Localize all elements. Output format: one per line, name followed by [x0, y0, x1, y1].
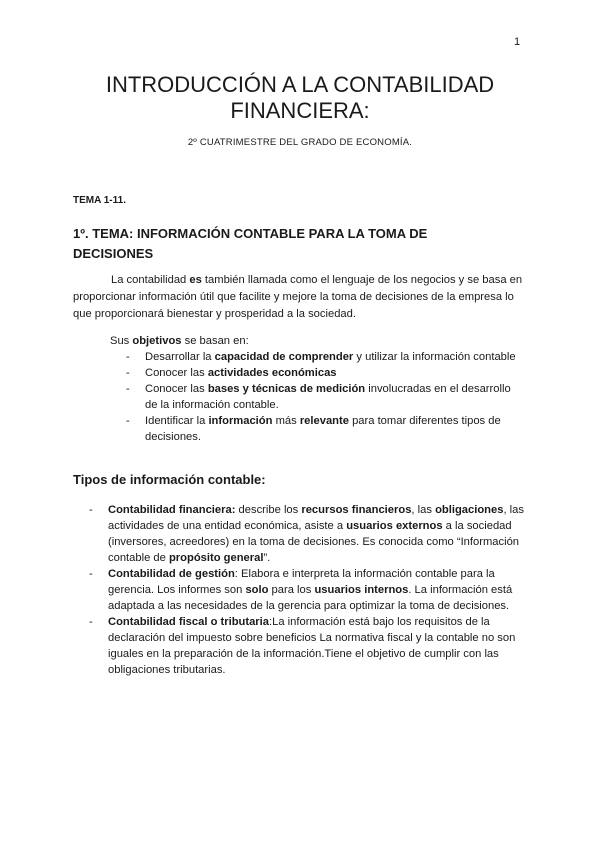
- list-dash: -: [126, 415, 130, 427]
- list-item: [89, 502, 529, 566]
- list-item: [126, 349, 526, 365]
- document-title-line1: INTRODUCCIÓN A LA CONTABILIDAD: [105, 72, 495, 97]
- document-subtitle: 2º CUATRIMESTRE DEL GRADO DE ECONOMÍA.: [187, 137, 413, 148]
- intro-bold: es: [189, 274, 202, 286]
- list-item-text: y utilizar la información contable: [353, 351, 516, 363]
- list-item-text: a la sociedad (inversores, acreedores) en la toma de decisiones. Es conocida como “Información contable de: [108, 520, 520, 564]
- list-item-text: Conocer las: [145, 383, 208, 395]
- list-item-text: involucradas en el desarrollo de la información contable.: [145, 383, 511, 411]
- objectives-lead-bold: objetivos: [132, 335, 182, 347]
- list-item-bold: capacidad de comprender: [214, 351, 354, 363]
- list-item-text: . La información está adaptada a las necesidades de la gerencia para optimizar la toma de decisiones.: [108, 584, 513, 612]
- list-item-text: :La información está bajo los requisitos de la declaración del impuesto sobre beneficios La normativa fiscal y la contable no son iguales en la preparación de la información.Tiene el objetivo de cumplir con las obligaciones tributarias.: [108, 616, 516, 676]
- intro-text: también llamada como el lenguaje de los negocios y se basa en proporcionar información útil que facilite y mejore la toma de decisiones de la empresa lo que proporcionará bienestar y prosperidad a la sociedad.: [73, 274, 523, 320]
- list-item-bold: Contabilidad fiscal o tributaria: [108, 616, 269, 628]
- objectives-list: [126, 349, 526, 445]
- intro-text: La contabilidad: [111, 274, 190, 286]
- list-item-text: más: [272, 415, 300, 427]
- list-item-text: Identificar la: [145, 415, 209, 427]
- list-item: [126, 381, 526, 413]
- list-item-bold: obligaciones: [435, 504, 504, 516]
- list-item: [126, 413, 526, 445]
- list-item-text: , las actividades de una entidad económica, asiste a: [108, 504, 524, 532]
- types-list: [89, 502, 529, 678]
- document-title-line2: FINANCIERA:: [230, 98, 370, 123]
- list-item-text: Conocer las: [145, 367, 208, 379]
- list-item-text: Desarrollar la: [145, 351, 215, 363]
- page-number: 1: [514, 36, 521, 48]
- section-heading: [73, 224, 523, 264]
- list-item-bold: información: [208, 415, 273, 427]
- list-item: [89, 566, 529, 614]
- list-dash: -: [89, 504, 93, 516]
- list-dash: -: [126, 383, 130, 395]
- list-dash: -: [89, 568, 93, 580]
- list-item-bold: propósito general: [168, 552, 264, 564]
- list-item-bold: relevante: [299, 415, 349, 427]
- list-item-text: para los: [268, 584, 315, 596]
- objectives-lead: [110, 333, 249, 349]
- list-item-text: para tomar diferentes tipos de decisiones.: [145, 415, 501, 443]
- section-heading-line1: 1º. TEMA: INFORMACIÓN CONTABLE PARA LA TOMA DE: [73, 226, 428, 241]
- list-item-bold: usuarios externos: [346, 520, 443, 532]
- list-item-bold: solo: [245, 584, 269, 596]
- list-item-text: , las: [411, 504, 436, 516]
- list-dash: -: [126, 351, 130, 363]
- list-item-bold: recursos financieros: [301, 504, 412, 516]
- list-item-bold: Contabilidad financiera:: [108, 504, 236, 516]
- list-item-text: ”.: [263, 552, 271, 564]
- list-item-text: describe los: [235, 504, 302, 516]
- list-item-bold: Contabilidad de gestión: [108, 568, 235, 580]
- list-item-bold: bases y técnicas de medición: [207, 383, 366, 395]
- types-heading: Tipos de información contable:: [73, 472, 266, 487]
- objectives-lead-text: se basan en:: [181, 335, 249, 347]
- section-heading-line2: DECISIONES: [73, 246, 154, 261]
- tema-label: TEMA 1-11.: [73, 195, 126, 206]
- document-title: [0, 72, 600, 124]
- objectives-lead-text: Sus: [110, 335, 133, 347]
- list-item-text: : Elabora e interpreta la información contable para la gerencia. Los informes son: [108, 568, 495, 596]
- list-item-bold: actividades económicas: [207, 367, 337, 379]
- intro-paragraph: [73, 272, 528, 323]
- list-item: [89, 614, 529, 678]
- list-dash: -: [89, 616, 93, 628]
- list-item: [126, 365, 526, 381]
- list-item-bold: usuarios internos: [314, 584, 409, 596]
- list-dash: -: [126, 367, 130, 379]
